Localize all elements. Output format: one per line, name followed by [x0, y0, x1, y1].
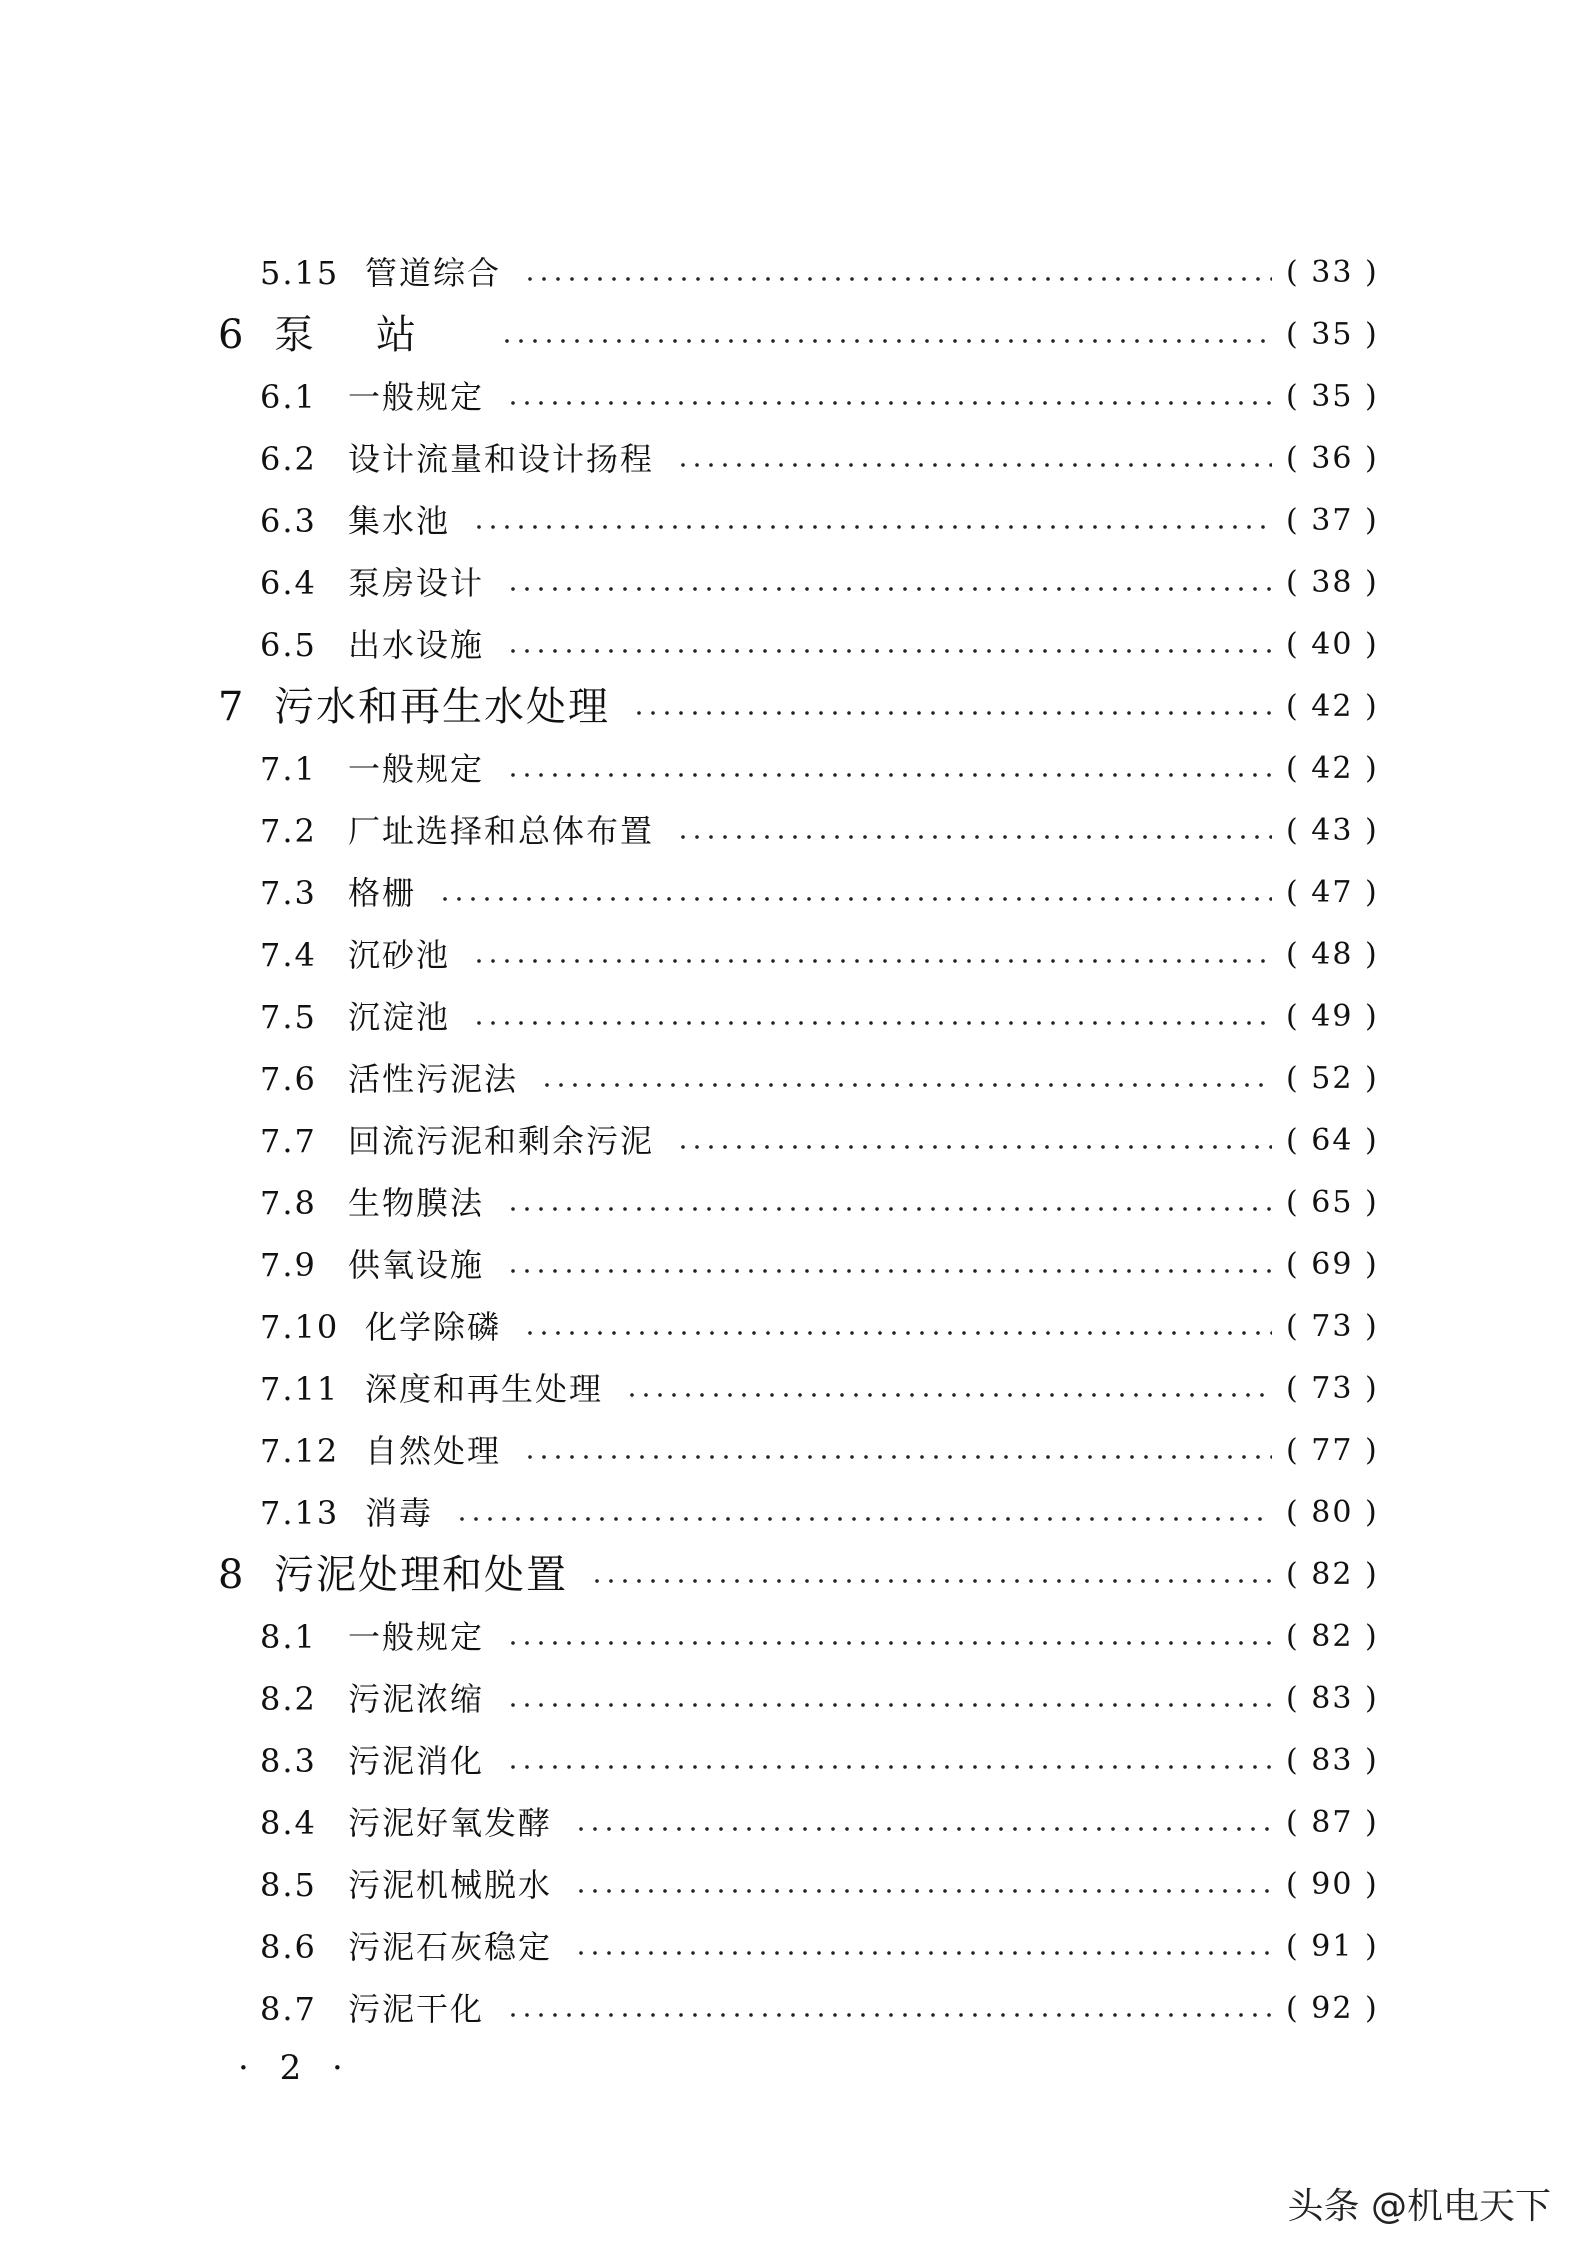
toc-number: 8.4: [260, 1804, 317, 1842]
toc-section-row: [218, 1172, 1378, 1234]
toc-page-number: ( 91 ): [1286, 1929, 1379, 1964]
toc-title: 污泥干化: [348, 1990, 485, 2028]
toc-page-number: ( 36 ): [1286, 441, 1379, 476]
toc-page-number: ( 64 ): [1286, 1123, 1379, 1158]
dot-leader: [574, 1889, 1272, 1893]
toc-number: 7.3: [260, 874, 317, 912]
dot-leader: [523, 277, 1272, 281]
toc-page-number: ( 80 ): [1286, 1495, 1379, 1530]
toc-number: 7.7: [260, 1122, 317, 1160]
dot-leader: [472, 959, 1272, 963]
toc-section-row: [218, 1978, 1378, 2040]
toc-number: 8.6: [260, 1928, 317, 1966]
toc-section-row: [218, 986, 1378, 1048]
toc-number: 6.5: [260, 626, 317, 664]
toc-section-row: [218, 1296, 1378, 1358]
toc-page-number: ( 33 ): [1286, 255, 1379, 290]
toc-number: 5.15: [260, 254, 340, 292]
toc-page-number: ( 73 ): [1286, 1309, 1379, 1344]
toc-page-number: ( 83 ): [1286, 1681, 1379, 1716]
dot-leader: [506, 1269, 1272, 1273]
toc-number: 7.12: [260, 1432, 340, 1470]
toc-section-row: [218, 1792, 1378, 1854]
toc-title: 回流污泥和剩余污泥: [348, 1122, 655, 1160]
toc-number: 6.1: [260, 378, 317, 416]
toc-page-number: ( 38 ): [1286, 565, 1379, 600]
toc-number: 6.4: [260, 564, 317, 602]
toc-section-row: [218, 428, 1378, 490]
toc-section-row: [218, 1668, 1378, 1730]
toc-page-number: ( 90 ): [1286, 1867, 1379, 1902]
toc-section-row: [218, 1420, 1378, 1482]
toc-page-number: ( 35 ): [1286, 317, 1379, 352]
toc-chapter-row: [218, 676, 1378, 738]
toc-page-number: ( 69 ): [1286, 1247, 1379, 1282]
toc-section-row: [218, 738, 1378, 800]
watermark-text: 头条 @机电天下: [1287, 2186, 1551, 2227]
toc-section-row: [218, 862, 1378, 924]
toc-title: 污泥石灰稳定: [348, 1928, 553, 1966]
toc-title: 污泥浓缩: [348, 1680, 485, 1718]
toc-number: 7.9: [260, 1246, 317, 1284]
toc-page-number: ( 42 ): [1286, 689, 1379, 724]
toc-section-row: [218, 242, 1378, 304]
toc-title: 深度和再生处理: [365, 1370, 604, 1408]
toc-page-number: ( 49 ): [1286, 999, 1379, 1034]
toc-page-number: ( 87 ): [1286, 1805, 1379, 1840]
toc-section-row: [218, 1606, 1378, 1668]
toc-number: 8.5: [260, 1866, 317, 1904]
dot-leader: [472, 1021, 1272, 1025]
toc-section-row: [218, 1048, 1378, 1110]
toc-number: 7.10: [260, 1308, 340, 1346]
toc-title: 泵房设计: [348, 564, 485, 602]
dot-leader: [574, 1951, 1272, 1955]
toc-title: 设计流量和设计扬程: [348, 440, 655, 478]
toc-page-number: ( 83 ): [1286, 1743, 1379, 1778]
toc-title: 泵站: [274, 312, 478, 358]
table-of-contents: [218, 242, 1378, 2040]
dot-leader: [590, 1579, 1272, 1583]
dot-leader: [676, 835, 1272, 839]
toc-section-row: [218, 1234, 1378, 1296]
toc-section-row: [218, 1916, 1378, 1978]
dot-leader: [625, 1393, 1272, 1397]
toc-number: 7.4: [260, 936, 317, 974]
dot-leader: [506, 1641, 1272, 1645]
toc-page-number: ( 40 ): [1286, 627, 1379, 662]
toc-title: 污泥机械脱水: [348, 1866, 553, 1904]
toc-number: 7.2: [260, 812, 317, 850]
dot-leader: [506, 1207, 1272, 1211]
dot-leader: [472, 525, 1272, 529]
toc-number: 7.13: [260, 1494, 340, 1532]
toc-section-row: [218, 924, 1378, 986]
dot-leader: [506, 649, 1272, 653]
dot-leader: [506, 773, 1272, 777]
toc-section-row: [218, 366, 1378, 428]
toc-number: 8.7: [260, 1990, 317, 2028]
toc-title: 一般规定: [348, 1618, 485, 1656]
toc-title: 自然处理: [365, 1432, 502, 1470]
toc-title: 活性污泥法: [348, 1060, 519, 1098]
toc-title: 污泥处理和处置: [274, 1552, 568, 1598]
toc-title: 生物膜法: [348, 1184, 485, 1222]
toc-section-row: [218, 800, 1378, 862]
toc-number: 8.3: [260, 1742, 317, 1780]
toc-page-number: ( 77 ): [1286, 1433, 1379, 1468]
dot-leader: [506, 1703, 1272, 1707]
toc-number: 7: [218, 684, 246, 730]
toc-page-number: ( 73 ): [1286, 1371, 1379, 1406]
toc-title: 污泥消化: [348, 1742, 485, 1780]
toc-section-row: [218, 490, 1378, 552]
toc-section-row: [218, 552, 1378, 614]
toc-chapter-row: [218, 1544, 1378, 1606]
toc-title: 沉砂池: [348, 936, 451, 974]
toc-number: 6.2: [260, 440, 317, 478]
dot-leader: [506, 1765, 1272, 1769]
toc-number: 8.1: [260, 1618, 317, 1656]
toc-title: 一般规定: [348, 378, 485, 416]
toc-number: 7.1: [260, 750, 317, 788]
toc-section-row: [218, 1854, 1378, 1916]
toc-number: 7.5: [260, 998, 317, 1036]
toc-number: 7.8: [260, 1184, 317, 1222]
dot-leader: [676, 1145, 1272, 1149]
dot-leader: [506, 2013, 1272, 2017]
dot-leader: [500, 339, 1272, 343]
toc-title: 管道综合: [365, 254, 502, 292]
toc-page-number: ( 82 ): [1286, 1557, 1379, 1592]
page-number: · 2 ·: [238, 2048, 353, 2088]
toc-page-number: ( 35 ): [1286, 379, 1379, 414]
dot-leader: [523, 1455, 1272, 1459]
toc-title: 消毒: [365, 1494, 434, 1532]
toc-page-number: ( 52 ): [1286, 1061, 1379, 1096]
toc-title: 厂址选择和总体布置: [348, 812, 655, 850]
toc-title: 沉淀池: [348, 998, 451, 1036]
toc-section-row: [218, 1482, 1378, 1544]
dot-leader: [506, 401, 1272, 405]
toc-section-row: [218, 1110, 1378, 1172]
toc-chapter-row: [218, 304, 1378, 366]
toc-title: 污泥好氧发酵: [348, 1804, 553, 1842]
toc-number: 8: [218, 1552, 246, 1598]
toc-page-number: ( 47 ): [1286, 875, 1379, 910]
dot-leader: [676, 463, 1272, 467]
toc-page-number: ( 65 ): [1286, 1185, 1379, 1220]
dot-leader: [506, 587, 1272, 591]
toc-title: 一般规定: [348, 750, 485, 788]
toc-title: 集水池: [348, 502, 451, 540]
toc-title: 出水设施: [348, 626, 485, 664]
toc-title: 污水和再生水处理: [274, 684, 610, 730]
toc-section-row: [218, 1358, 1378, 1420]
toc-page-number: ( 43 ): [1286, 813, 1379, 848]
toc-title: 化学除磷: [365, 1308, 502, 1346]
toc-section-row: [218, 614, 1378, 676]
toc-title: 格栅: [348, 874, 417, 912]
toc-section-row: [218, 1730, 1378, 1792]
dot-leader: [540, 1083, 1272, 1087]
dot-leader: [438, 897, 1272, 901]
toc-page-number: ( 92 ): [1286, 1991, 1379, 2026]
toc-number: 7.11: [260, 1370, 340, 1408]
toc-page-number: ( 82 ): [1286, 1619, 1379, 1654]
toc-number: 8.2: [260, 1680, 317, 1718]
toc-page-number: ( 37 ): [1286, 503, 1379, 538]
dot-leader: [632, 711, 1272, 715]
toc-page-number: ( 42 ): [1286, 751, 1379, 786]
dot-leader: [523, 1331, 1272, 1335]
toc-number: 7.6: [260, 1060, 317, 1098]
toc-page-number: ( 48 ): [1286, 937, 1379, 972]
toc-title: 供氧设施: [348, 1246, 485, 1284]
toc-number: 6: [218, 312, 246, 358]
toc-number: 6.3: [260, 502, 317, 540]
dot-leader: [574, 1827, 1272, 1831]
dot-leader: [455, 1517, 1272, 1521]
